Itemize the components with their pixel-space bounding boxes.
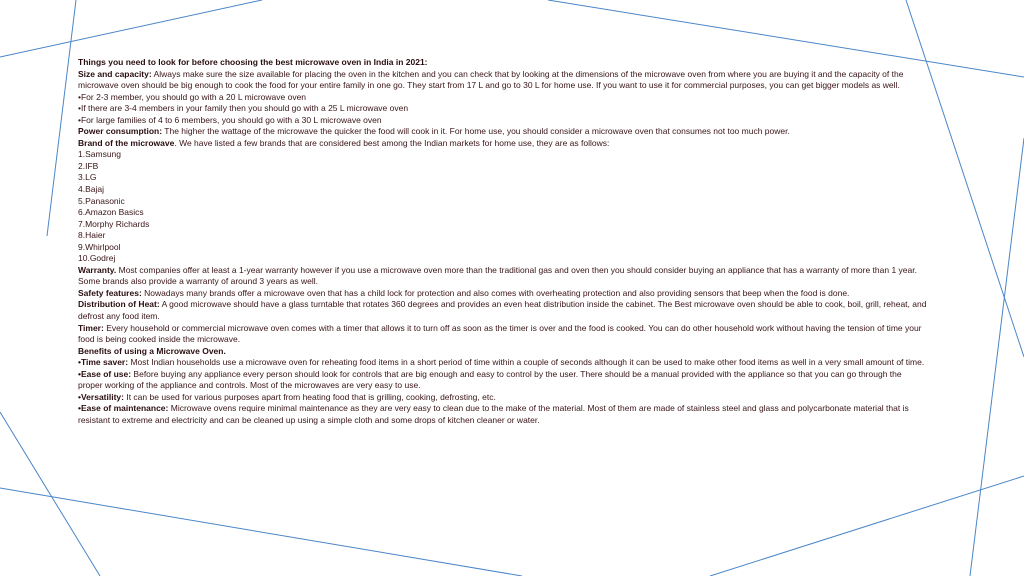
brand-list-item: 10.Godrej: [78, 253, 116, 264]
brand-list-item: 8.Haier: [78, 230, 106, 241]
section-heading: Distribution of Heat:: [78, 299, 160, 310]
brand-list-item: 5.Panasonic: [78, 195, 125, 206]
deco-line: [0, 488, 522, 576]
deco-line: [0, 412, 100, 576]
section-heading: Brand of the microwave: [78, 137, 175, 148]
brand-list-item: 2.IFB: [78, 160, 99, 171]
section-heading: Benefits of using a Microwave Oven.: [78, 345, 226, 356]
brand-list-item: 7.Morphy Richards: [78, 218, 150, 229]
section-size-capacity: Size and capacity: Always make sure the size available for placing the oven in the kitchen and you can check that by looking at the dimensions of the microwave oven from where you are buying it and the capacity of the microwave oven should be big enough to cook the food for your entire family in one go. They start from 17 L and go to 30 L for home use. If you want to use it for commercial purposes, you can get bigger models as well.: [78, 68, 904, 91]
brand-list-item: 3.LG: [78, 172, 97, 183]
section-brand: Brand of the microwave. We have listed a few brands that are considered best among the Indian markets for home use, they are as follows:: [78, 137, 610, 148]
brand-list-item: 1.Samsung: [78, 149, 121, 160]
section-power: Power consumption: The higher the wattage of the microwave the quicker the food will cook in it. For home use, you should consider a microwave oven that consumes not too much power.: [78, 126, 790, 137]
section-heading: Size and capacity:: [78, 68, 152, 79]
brand-list-item: 6.Amazon Basics: [78, 207, 144, 218]
bullet-item: •If there are 3-4 members in your family then you should go with a 25 L microwave oven: [78, 103, 409, 114]
section-timer: Timer: Every household or commercial microwave oven comes with a timer that allows it to turn off as soon as the timer is over and the food is cooked. You can do other household work without having the tension of time your food is being cooked inside the microwave.: [78, 322, 922, 345]
deco-line: [0, 0, 262, 57]
benefit-item: •Ease of maintenance: Microwave ovens require minimal maintenance as they are very easy to clean due to the make of the material. Most of them are made of stainless steel and glass and polycarbonate material that is resistant to extreme and electricity and can be cleaned up using a simple cloth and some drops of kitchen cleaner or water.: [78, 403, 909, 425]
section-heading: Warranty.: [78, 264, 117, 275]
section-warranty: Warranty. Most companies offer at least a 1-year warranty however if you use a microwave oven more than the traditional gas and oven then you should consider buying an appliance that has a warranty of more than 1 year. Some brands also provide a warranty of around 3 years as well.: [78, 264, 917, 287]
brand-list-item: 9.Whirlpool: [78, 241, 121, 252]
deco-line: [47, 0, 76, 236]
section-heading: Timer:: [78, 322, 104, 333]
article-body: [78, 57, 928, 427]
benefit-item: •Time saver: Most Indian households use a microwave oven for reheating food items in a short period of time within a couple of seconds although it can be used to make other food items as well in a very small amount of time.: [78, 357, 925, 368]
deco-line: [970, 138, 1024, 576]
section-heading: Power consumption:: [78, 126, 163, 137]
benefit-item: •Versatility: It can be used for various purposes apart from heating food that is grilling, cooking, defrosting, etc.: [78, 391, 496, 402]
section-benefits: [78, 346, 928, 358]
brand-list-item: 4.Bajaj: [78, 184, 104, 195]
benefit-item: •Ease of use: Before buying any appliance every person should look for controls that are big enough and easy to control by the user. There should be a manual provided with the appliance so that you can go through the proper working of the appliance and controls. Most of the microwaves are very easy to use.: [78, 368, 902, 391]
section-heading: Safety features:: [78, 287, 142, 298]
deco-line: [710, 476, 1024, 576]
article-title: Things you need to look for before choosing the best microwave oven in India in 2021:: [78, 57, 428, 67]
bullet-item: •For 2-3 member, you should go with a 20 L microwave oven: [78, 91, 307, 102]
section-safety: Safety features: Nowadays many brands offer a microwave oven that has a child lock for protection and also comes with overheating protection and also providing sensors that beep when the food is done.: [78, 287, 850, 298]
section-heat: Distribution of Heat: A good microwave should have a glass turntable that rotates 360 degrees and provides an even heat distribution inside the cabinet. The Best microwave oven should be able to cook, boil, grill, reheat, and defrost any food item.: [78, 299, 927, 322]
bullet-item: •For large families of 4 to 6 members, you should go with a 30 L microwave oven: [78, 114, 382, 125]
